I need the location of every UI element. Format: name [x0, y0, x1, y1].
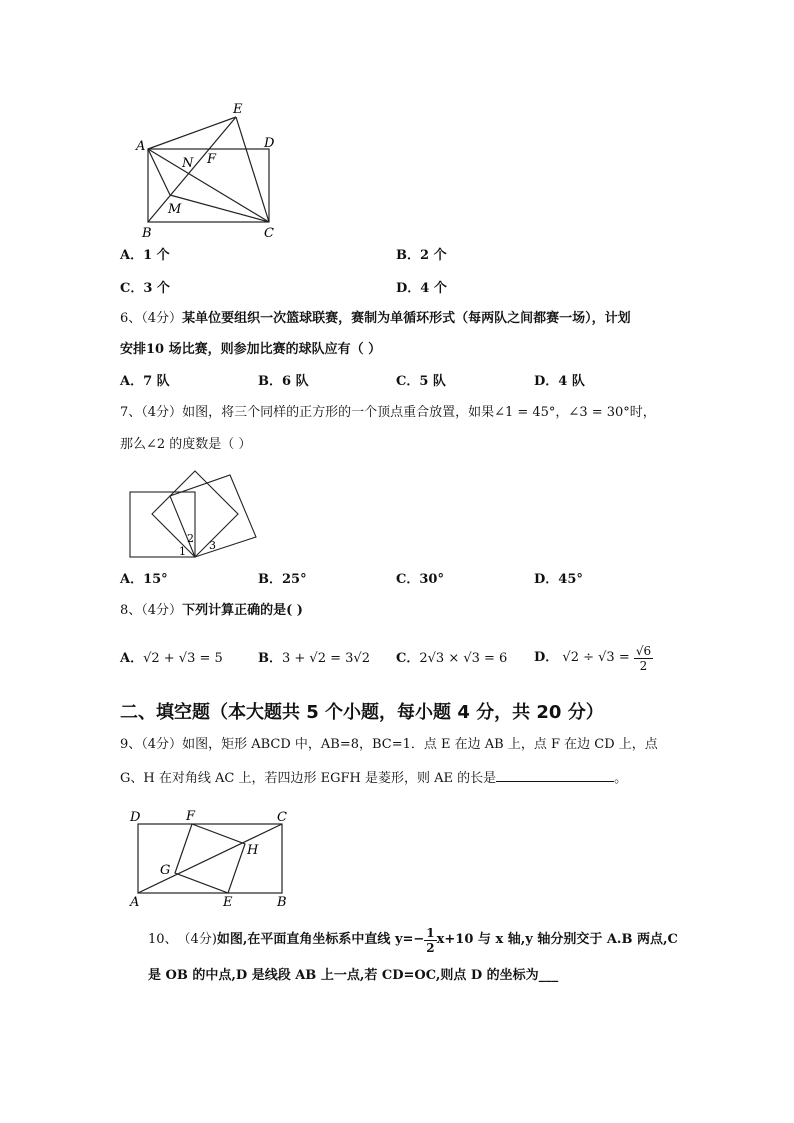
q7-option-b[interactable]: B．25°: [258, 572, 307, 587]
q8-stem: 8、（4分）下列计算正确的是( ): [120, 603, 303, 618]
angle-1-label: 1: [179, 545, 186, 558]
label-C: C: [264, 226, 274, 241]
q9-answer-blank[interactable]: [496, 767, 614, 782]
three-squares-figure: [125, 465, 265, 565]
q5-option-d[interactable]: D．4 个: [396, 281, 447, 296]
q8-option-d[interactable]: D． √2 ÷ √3 = $\frac{√6}{2}$: [534, 643, 652, 673]
q6-option-b[interactable]: B．6 队: [258, 374, 309, 389]
section-2-title: 二、填空题（本大题共 5 个小题，每小题 4 分，共 20 分）: [120, 702, 604, 723]
label-B: B: [142, 226, 152, 241]
rectangle-figure: [130, 95, 290, 245]
q7-option-a[interactable]: A．15°: [120, 572, 168, 587]
q7-option-d[interactable]: D．45°: [534, 572, 583, 587]
q8-option-c[interactable]: C．2√3 × √3 = 6: [396, 651, 508, 666]
q10-stem-line1: 10、 （4分) 如图,在平面直角坐标系中直线 y=− $\frac{1}{2}$ x+10 与 x 轴,y 轴分别交于 A.B 两点,C: [148, 925, 678, 955]
label-B: B: [277, 895, 287, 910]
label-D: D: [264, 136, 275, 151]
label-M: M: [168, 202, 182, 217]
q6-option-a[interactable]: A．7 队: [120, 374, 170, 389]
label-A: A: [136, 139, 146, 154]
q6-option-d[interactable]: D．4 队: [534, 374, 585, 389]
q8-option-a[interactable]: A．√2 + √3 = 5: [120, 651, 223, 666]
q7-stem-line1: 7、（4分）如图，将三个同样的正方形的一个顶点重合放置，如果∠1 = 45°，∠3 = 30°时，: [120, 405, 656, 420]
q6-option-c[interactable]: C．5 队: [396, 374, 446, 389]
label-H: H: [247, 843, 259, 858]
q10-fraction: $\frac{1}{2}$: [426, 925, 435, 955]
label-F: F: [207, 152, 217, 167]
label-C: C: [277, 810, 287, 825]
q6-stem-line2: 安排10 场比赛，则参加比赛的球队应有（ ）: [120, 342, 382, 357]
q8-d-fraction: $\frac{√6}{2}$: [635, 643, 652, 673]
angle-2-label: 2: [187, 532, 194, 545]
q7-stem-line2: 那么∠2 的度数是（ ）: [120, 437, 252, 452]
q5-option-a[interactable]: A．1 个: [120, 248, 170, 263]
q6-stem-line1: 6、（4分）某单位要组织一次篮球联赛，赛制为单循环形式（每两队之间都赛一场），计划: [120, 311, 631, 326]
label-D: D: [130, 810, 141, 825]
label-E: E: [233, 102, 243, 117]
q7-option-c[interactable]: C．30°: [396, 572, 444, 587]
label-G: G: [160, 863, 171, 878]
rhombus-figure: [125, 805, 300, 910]
label-F: F: [186, 809, 196, 824]
q5-option-b[interactable]: B．2 个: [396, 248, 447, 263]
q9-stem-line2: G、H 在对角线 AC 上，若四边形 EGFH 是菱形，则 AE 的长是 。: [120, 767, 627, 789]
q9-stem-line1: 9、（4分）如图，矩形 ABCD 中，AB=8，BC=1．点 E 在边 AB 上，点 F 在边 CD 上，点: [120, 737, 658, 752]
q5-option-c[interactable]: C．3 个: [120, 281, 170, 296]
q10-stem-line2: 是 OB 的中点,D 是线段 AB 上一点,若 CD=OC,则点 D 的坐标为___: [148, 968, 559, 983]
q10-answer-blank[interactable]: ___: [538, 968, 559, 983]
label-E: E: [223, 895, 233, 910]
label-N: N: [182, 156, 194, 171]
angle-3-label: 3: [209, 539, 216, 552]
label-A: A: [130, 895, 140, 910]
q8-option-b[interactable]: B．3 + √2 = 3√2: [258, 651, 370, 666]
